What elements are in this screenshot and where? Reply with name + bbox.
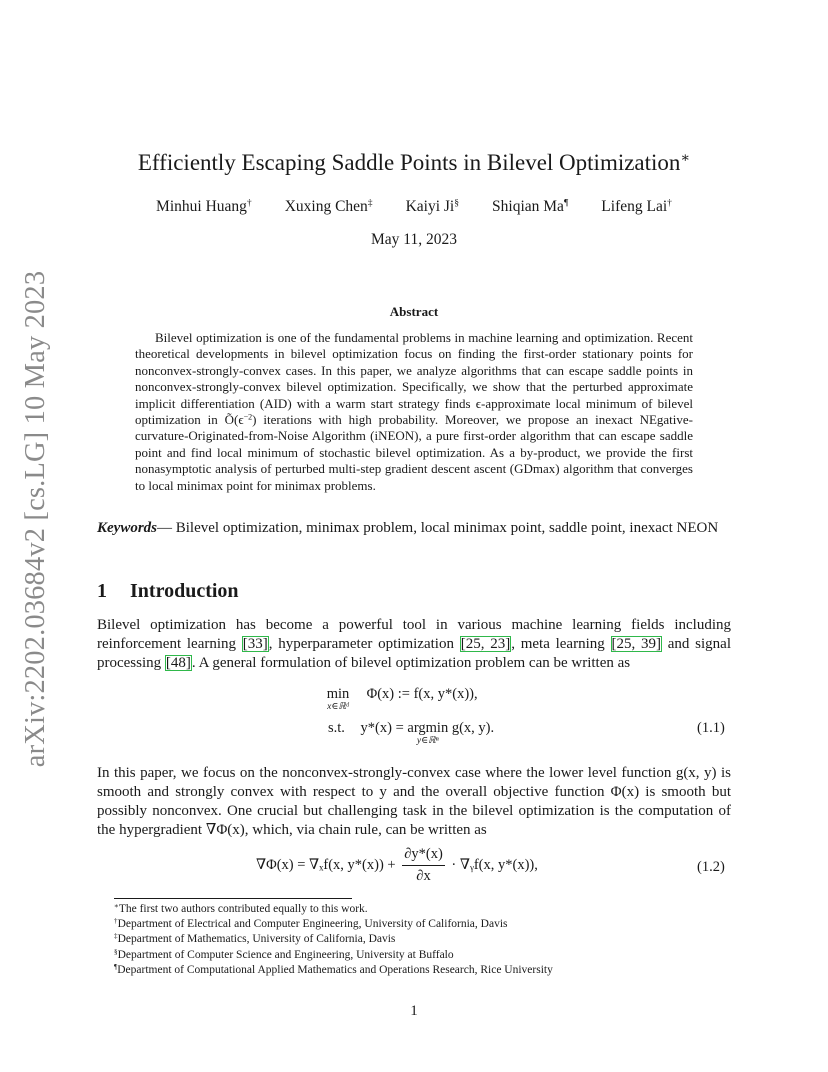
paragraph-text: Bilevel optimization has become a powerful tool in various machine learning fields including reinforcement learning [97,617,731,652]
footnote-text: The first two authors contributed equally to this work. [118,903,368,915]
paragraph-text: , meta learning [511,636,611,652]
author-name-text: Lifeng Lai [601,198,668,215]
abstract-heading: Abstract [389,304,439,319]
footnote [114,902,734,917]
section-heading [97,580,239,603]
author-affiliation-mark: ‡ [367,197,373,209]
footnote [114,917,734,932]
section-number: 1 [97,580,107,602]
author-affiliation-mark: † [246,197,252,209]
footnote-mark: † [114,917,118,926]
operator-subscript: x∈ℝᵈ [327,702,349,712]
author-name [601,198,672,216]
author-name [285,198,373,216]
fraction-numerator: ∂y*(x) [402,846,445,866]
paragraph-text: , hyperparameter optimization [268,636,460,652]
footnote-text: Department of Electrical and Computer Engineering, University of California, Davis [117,918,508,931]
argmin-operator [407,720,448,747]
author-list [0,198,828,216]
operator-text: argmin [407,720,449,736]
arxiv-identifier-text: arXiv:2202.03684v2 [cs.LG] 10 May 2023 [20,270,51,768]
hypergradient-lhs: ∇Φ(x) = ∇ₓf(x, y*(x)) + [256,856,396,873]
citation-link[interactable]: [33] [242,636,268,652]
title-footnote-mark: ∗ [680,150,691,167]
paragraph-text: and signal processing [97,636,731,671]
citation-link[interactable]: [25, 23] [460,636,511,652]
citation-link[interactable]: [25, 39] [611,636,661,652]
footnote-text: Department of Mathematics, University of California, Davis [117,933,396,946]
keywords-text: Bilevel optimization, minimax problem, local minimax point, saddle point, inexact NEON [175,520,719,536]
intro-paragraph-1 [97,616,731,673]
intro-paragraph-2: In this paper, we focus on the nonconvex-strongly-convex case where the lower level function g(x, y) is smooth and strongly convex with respect to y and the overall objective function Φ(x) is smooth but possibly nonconvex. One crucial but challenging task in the bilevel optimization is the computation of the hypergradient ∇Φ(x), which, via chain rule, can be written as [97,765,731,838]
footnote-text: Department of Computational Applied Mathematics and Operations Research, Rice University [117,963,553,976]
page-number: 1 [410,1003,418,1019]
author-name-text: Xuxing Chen [284,198,368,215]
equation-1-2 [256,846,538,885]
paper-title-text: Efficiently Escaping Saddle Points in Bilevel Optimization [137,150,681,175]
author-name-text: Shiqian Ma [492,198,564,215]
keywords-dash: — [157,520,176,536]
min-operator [321,686,355,713]
keywords-label: Keywords [97,520,157,536]
author-affiliation-mark: † [667,197,672,209]
footnote-mark: ¶ [114,962,118,971]
complexity-expression: Õ(ϵ [224,412,244,428]
equation-number: (1.1) [697,720,725,736]
publication-date: May 11, 2023 [371,231,457,248]
equation-1-1-row-1 [321,686,478,714]
arxiv-identifier-stamp [20,270,51,768]
citation-link[interactable]: [48] [165,655,191,671]
operator-subscript: y∈ℝⁿ [416,736,439,746]
objective-expression: Φ(x) := f(x, y*(x)), [366,686,478,702]
section-title: Introduction [130,580,239,602]
jacobian-fraction [402,846,445,885]
abstract-text-part-1: Bilevel optimization is one of the fundamental problems in machine learning and optimization. Recent theoretical developments in bilevel optimization focus on finding the first-order stationary points for nonconvex-strongly-convex cases. In this paper, we analyze algorithms that can escape saddle points in nonconvex-strongly-convex bilevel optimization. Specifically, we show that the perturbed approximate implicit differentiation (AID) with a warm start strategy finds ϵ-approximate local minimum of bilevel optimization in [135,330,693,428]
footnote-mark: ‡ [114,932,118,941]
keywords-paragraph [97,519,731,538]
footnote-divider [114,898,352,899]
paper-title [0,150,828,176]
footnote [114,948,734,963]
abstract-body [135,330,693,494]
author-affiliation-mark: § [454,197,460,209]
constraint-lhs: y*(x) = [360,720,404,736]
footnotes [114,902,734,978]
complexity-exponent: −2 [243,412,253,422]
hypergradient-rhs: · ∇ᵧf(x, y*(x)), [451,856,538,873]
equation-1-1-row-2 [328,720,494,748]
paragraph-text: . A general formulation of bilevel optimization problem can be written as [191,655,631,671]
footnote-mark: ∗ [114,902,119,911]
footnote [114,963,734,978]
equation-number: (1.2) [697,859,725,875]
complexity-close: ) [252,412,257,428]
author-name [406,198,459,216]
author-name [156,198,252,216]
footnote-text: Department of Computer Science and Engineering, University at Buffalo [117,948,454,961]
author-affiliation-mark: ¶ [563,197,569,209]
abstract-text-part-2: iterations with high probability. Moreover, we propose an inexact NEgative-curvature-Originated-from-Noise Algorithm (iNEON), a pure first-order algorithm that can escape saddle point and find local minimum of stochastic bilevel optimization. As a by-product, we provide the first nonasymptotic analysis of perturbed multi-step gradient descent ascent (GDmax) algorithm that converges to local minimax point for minimax problems. [135,412,693,493]
author-name-text: Kaiyi Ji [405,198,455,215]
constraint-rhs: g(x, y). [451,720,495,736]
footnote [114,932,734,947]
footnote-mark: § [114,947,118,956]
author-name [492,198,568,216]
subject-to-label: s.t. [328,720,345,736]
fraction-denominator: ∂x [416,868,431,884]
operator-text: min [326,686,350,702]
author-name-text: Minhui Huang [156,198,247,215]
